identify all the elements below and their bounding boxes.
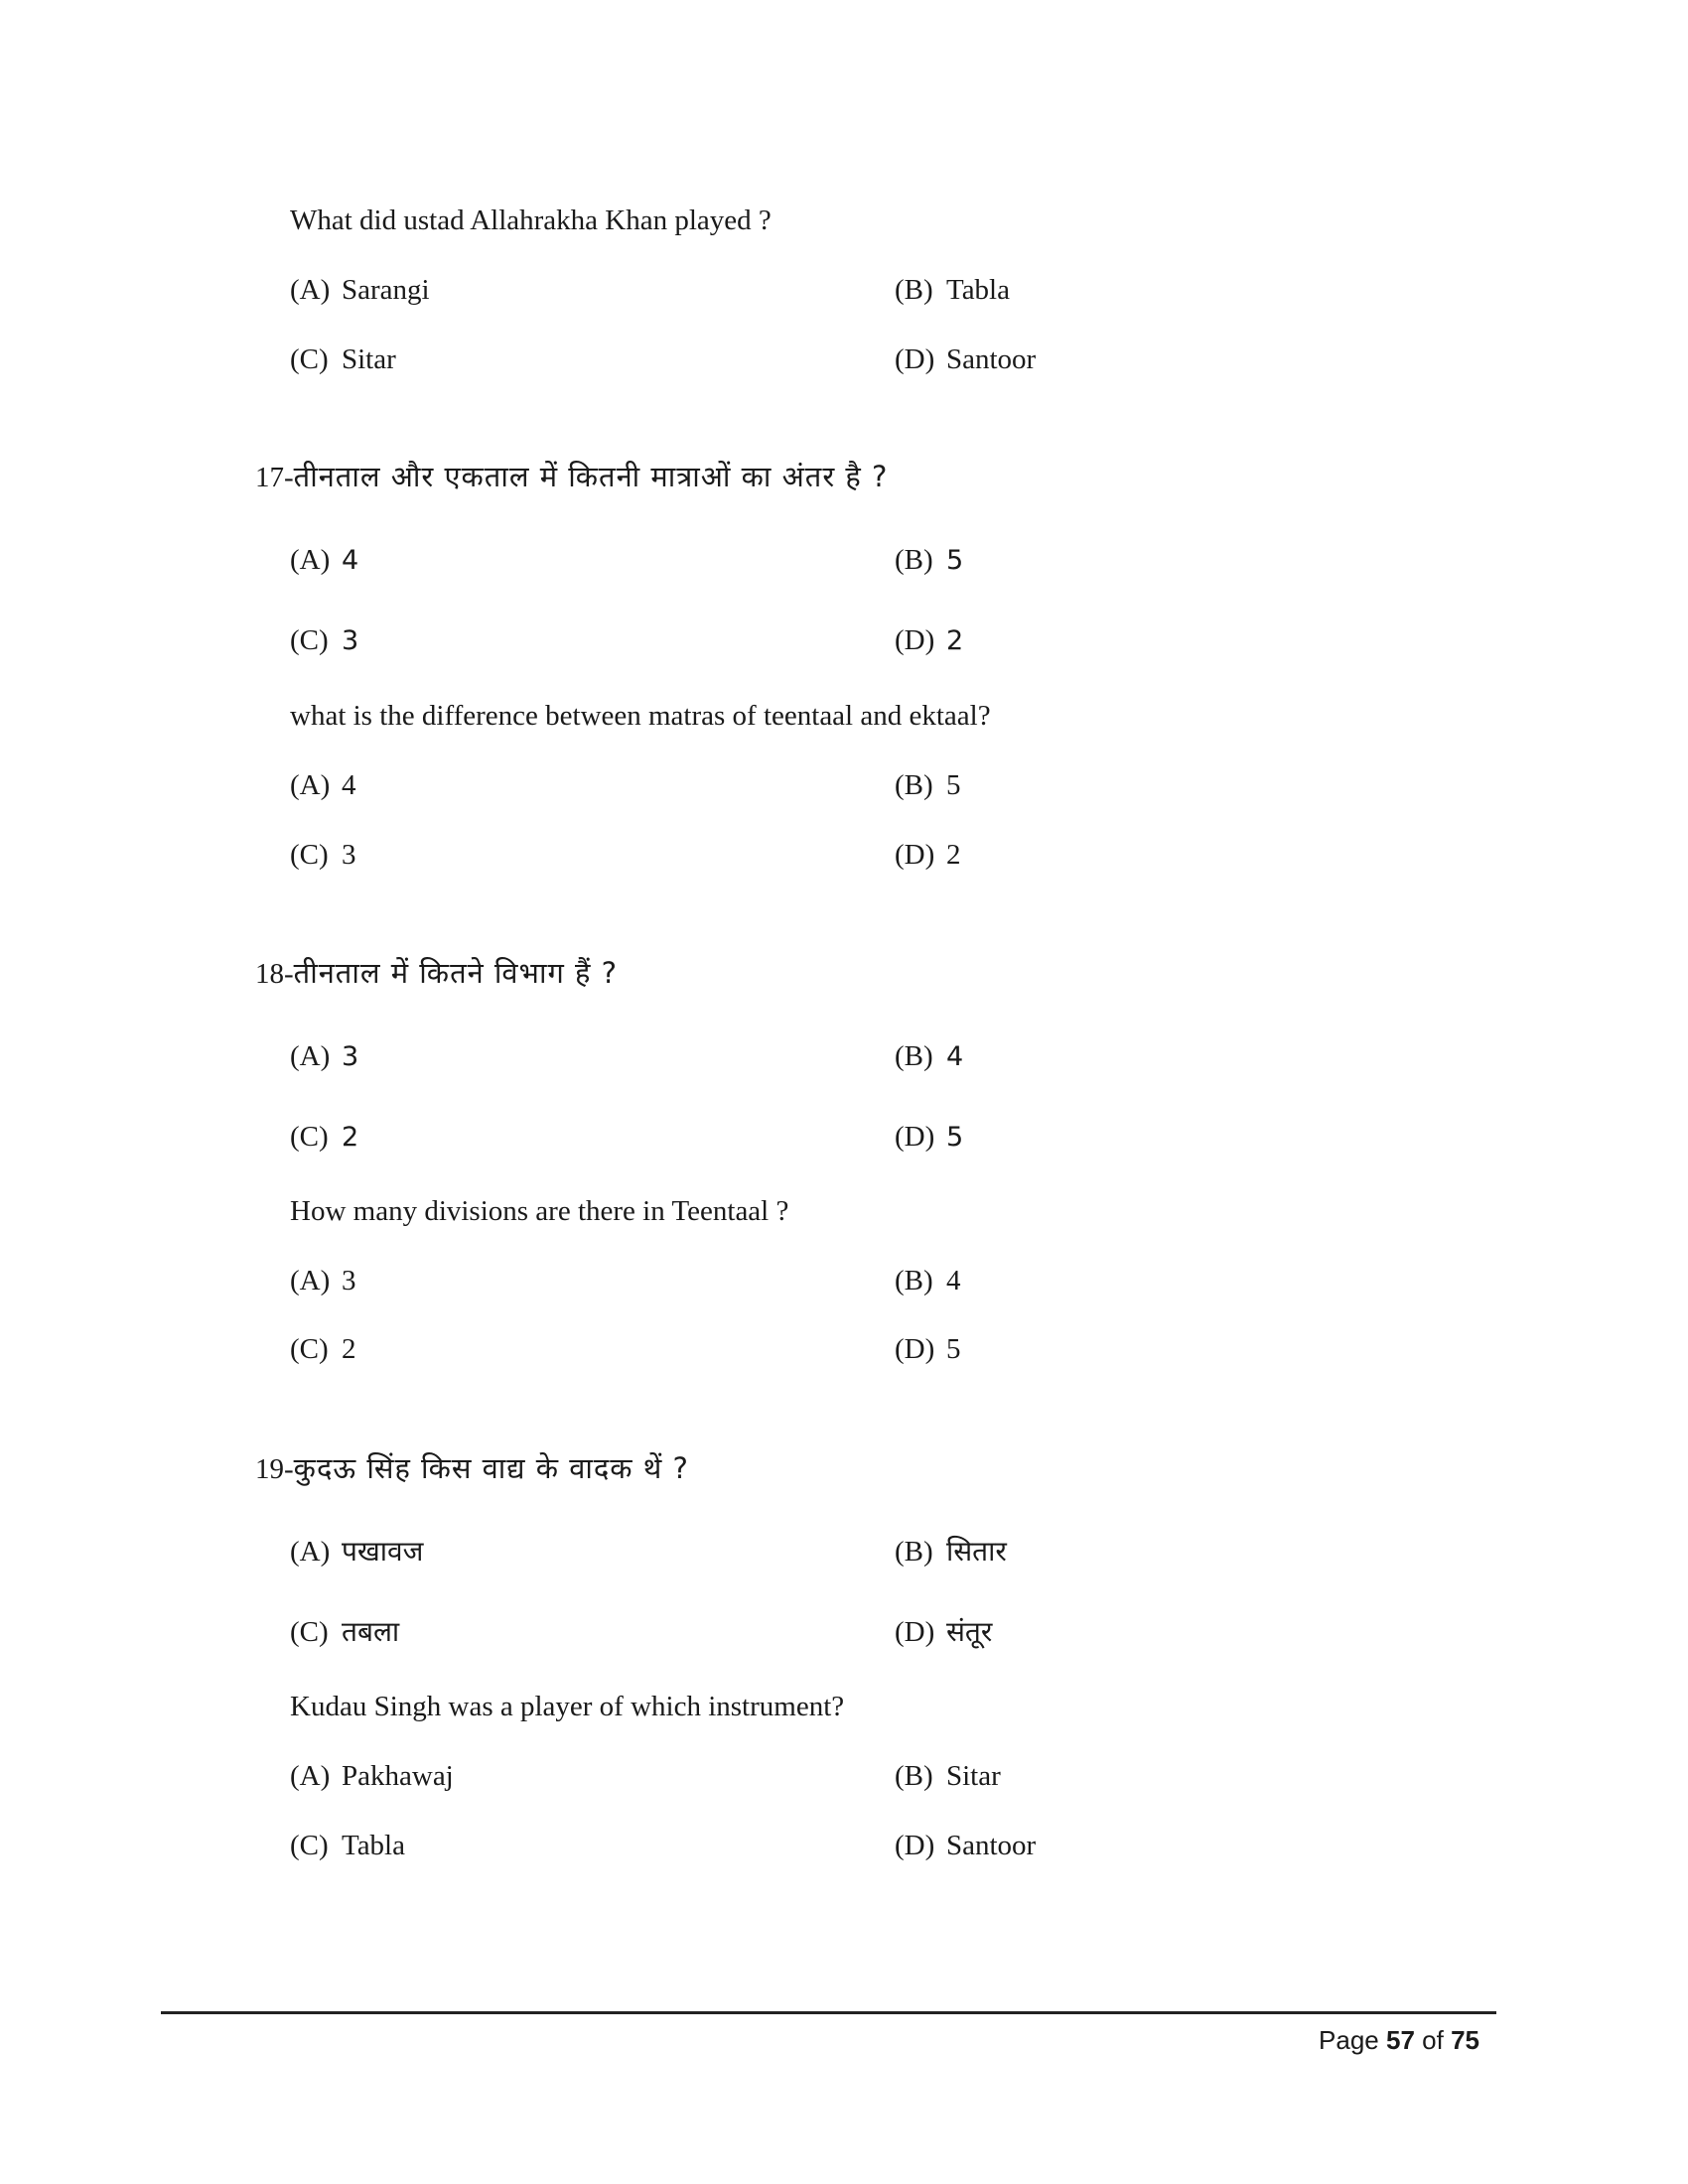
option-c bbox=[290, 1331, 356, 1367]
option-value: 4 bbox=[342, 545, 359, 576]
question-heading-hi bbox=[255, 1450, 689, 1487]
question-number: 19- bbox=[255, 1453, 294, 1485]
option-a bbox=[290, 1263, 356, 1298]
option-label: (A) bbox=[290, 1536, 331, 1568]
option-value: 5 bbox=[946, 1333, 961, 1365]
question-number: 18- bbox=[255, 958, 294, 990]
option-label: (C) bbox=[290, 1121, 329, 1153]
option-label: (B) bbox=[895, 274, 933, 306]
option-b bbox=[895, 1263, 961, 1298]
question-text: what is the difference between matras of teentaal and ektaal? bbox=[290, 700, 991, 732]
option-label: (A) bbox=[290, 1265, 331, 1297]
option-a bbox=[290, 1758, 454, 1794]
question-text-hi: तीनताल में कितने विभाग हैं ? bbox=[293, 956, 619, 990]
option-value: 2 bbox=[342, 1122, 359, 1153]
question-text: Kudau Singh was a player of which instrument? bbox=[290, 1691, 845, 1722]
option-label: (D) bbox=[895, 624, 935, 656]
option-value: तबला bbox=[342, 1615, 400, 1648]
current-page: 57 bbox=[1386, 2025, 1415, 2055]
option-b bbox=[895, 1038, 963, 1075]
option-a bbox=[290, 1534, 423, 1570]
option-c bbox=[290, 1119, 358, 1156]
option-value: Santoor bbox=[946, 1830, 1037, 1861]
option-d bbox=[895, 1331, 961, 1367]
option-value: 5 bbox=[946, 545, 964, 576]
option-d bbox=[895, 622, 963, 659]
option-label: (C) bbox=[290, 1333, 329, 1365]
option-value: सितार bbox=[946, 1535, 1007, 1568]
question-text-hi: कुदऊ सिंह किस वाद्य के वादक थें ? bbox=[293, 1451, 689, 1485]
option-label: (D) bbox=[895, 1830, 935, 1861]
question-number: 17- bbox=[255, 462, 294, 493]
option-b bbox=[895, 1534, 1007, 1570]
option-label: (B) bbox=[895, 1265, 933, 1297]
option-label: (B) bbox=[895, 769, 933, 801]
option-label: (C) bbox=[290, 624, 329, 656]
option-value: Santoor bbox=[946, 343, 1037, 375]
option-a bbox=[290, 767, 356, 803]
page-number bbox=[1319, 2025, 1479, 2056]
option-value: Sitar bbox=[946, 1760, 1001, 1792]
option-d bbox=[895, 837, 961, 873]
option-value: संतूर bbox=[946, 1615, 993, 1648]
option-label: (A) bbox=[290, 1760, 331, 1792]
option-label: (D) bbox=[895, 839, 935, 871]
option-b bbox=[895, 272, 1010, 308]
option-label: (A) bbox=[290, 1040, 331, 1072]
option-label: (A) bbox=[290, 274, 331, 306]
option-d bbox=[895, 1828, 1036, 1863]
option-d bbox=[895, 1119, 963, 1156]
option-a bbox=[290, 542, 358, 579]
question-text: How many divisions are there in Teentaal ? bbox=[290, 1195, 789, 1227]
question-heading-hi bbox=[255, 459, 888, 495]
option-b bbox=[895, 1758, 1001, 1794]
option-value: 3 bbox=[342, 625, 359, 656]
option-value: Tabla bbox=[946, 274, 1010, 306]
option-value: Sarangi bbox=[342, 274, 430, 306]
option-label: (D) bbox=[895, 1333, 935, 1365]
option-d bbox=[895, 1614, 992, 1650]
option-c bbox=[290, 622, 358, 659]
option-label: (A) bbox=[290, 769, 331, 801]
question-text: What did ustad Allahrakha Khan played ? bbox=[290, 205, 772, 236]
option-label: (D) bbox=[895, 1616, 935, 1648]
option-value: 5 bbox=[946, 1122, 964, 1153]
option-value: Pakhawaj bbox=[342, 1760, 454, 1792]
option-label: (C) bbox=[290, 1616, 329, 1648]
option-label: (A) bbox=[290, 544, 331, 576]
option-d bbox=[895, 341, 1036, 377]
option-value: Tabla bbox=[342, 1830, 405, 1861]
option-value: 4 bbox=[946, 1265, 961, 1297]
option-label: (B) bbox=[895, 544, 933, 576]
option-c bbox=[290, 837, 356, 873]
question-heading-hi bbox=[255, 955, 618, 992]
option-label: (B) bbox=[895, 1760, 933, 1792]
question-text-hi: तीनताल और एकताल में कितनी मात्राओं का अंतर है ? bbox=[293, 460, 889, 493]
option-value: 2 bbox=[946, 625, 964, 656]
option-c bbox=[290, 1828, 405, 1863]
option-value: 2 bbox=[946, 839, 961, 871]
option-value: 2 bbox=[342, 1333, 356, 1365]
option-value: Sitar bbox=[342, 343, 396, 375]
option-value: पखावज bbox=[342, 1535, 424, 1568]
footer-divider bbox=[161, 2011, 1496, 2014]
option-value: 3 bbox=[342, 1041, 359, 1072]
option-value: 5 bbox=[946, 769, 961, 801]
option-value: 4 bbox=[946, 1041, 964, 1072]
option-c bbox=[290, 1614, 399, 1650]
option-a bbox=[290, 272, 430, 308]
option-c bbox=[290, 341, 396, 377]
option-a bbox=[290, 1038, 358, 1075]
option-b bbox=[895, 542, 963, 579]
option-b bbox=[895, 767, 961, 803]
option-label: (D) bbox=[895, 1121, 935, 1153]
total-pages: 75 bbox=[1451, 2025, 1479, 2055]
option-label: (B) bbox=[895, 1040, 933, 1072]
option-label: (C) bbox=[290, 343, 329, 375]
page-word: Page bbox=[1319, 2025, 1379, 2055]
option-label: (C) bbox=[290, 1830, 329, 1861]
option-label: (D) bbox=[895, 343, 935, 375]
of-word: of bbox=[1422, 2025, 1444, 2055]
option-value: 3 bbox=[342, 839, 356, 871]
option-label: (B) bbox=[895, 1536, 933, 1568]
option-value: 3 bbox=[342, 1265, 356, 1297]
option-label: (C) bbox=[290, 839, 329, 871]
option-value: 4 bbox=[342, 769, 356, 801]
